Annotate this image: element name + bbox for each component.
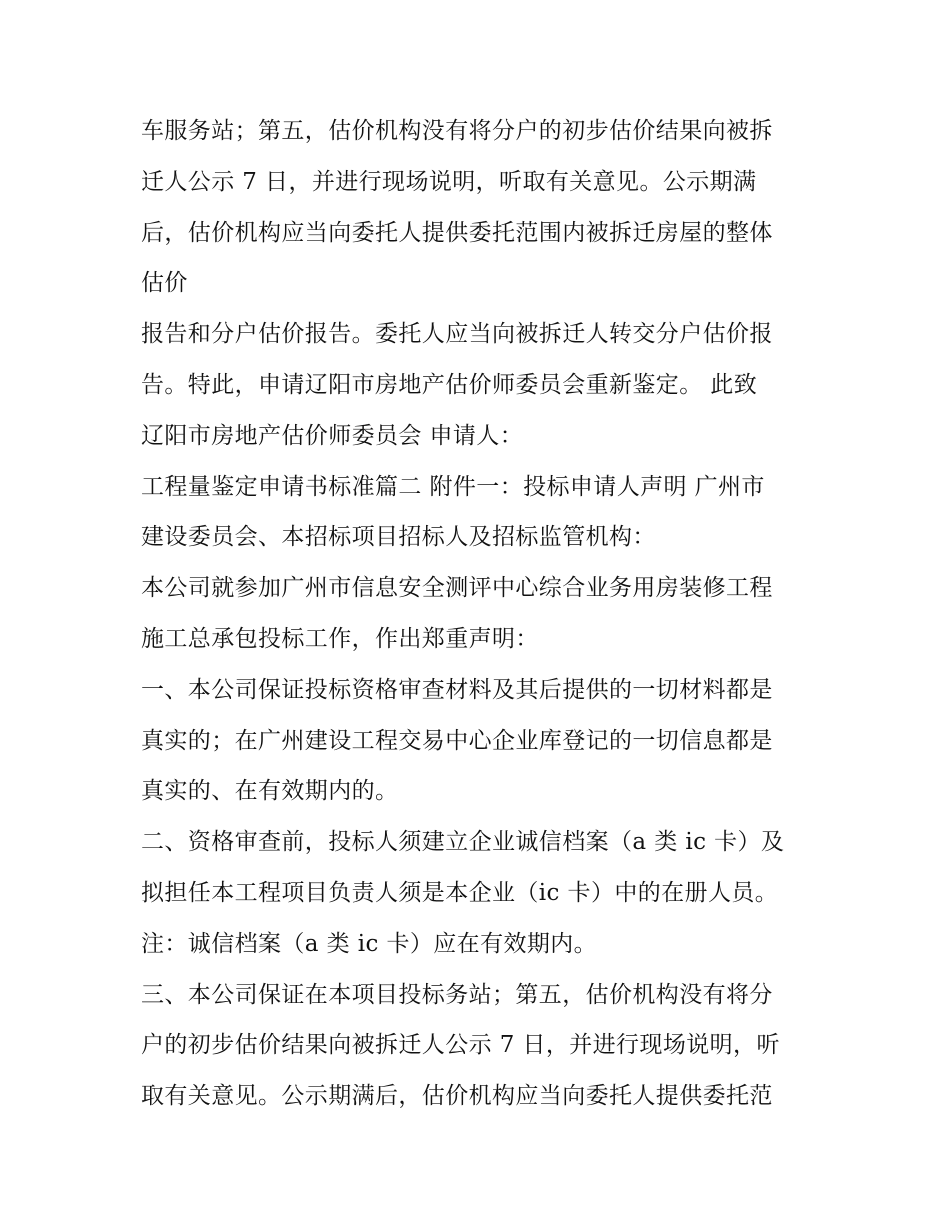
text-line-12: 一、本公司保证投标资格审查材料及其后提供的一切材料都是 (141, 676, 773, 703)
text-line-8: 工程量鉴定申请书标准篇二 附件一：投标申请人声明 广州市 (141, 473, 765, 500)
text-line-20: 取有关意见。公示期满后，估价机构应当向委托人提供委托范 (141, 1083, 773, 1110)
text-line-7: 辽阳市房地产估价师委员会 申请人： (141, 422, 524, 449)
document-body (141, 106, 821, 1122)
text-line-16: 拟担任本工程项目负责人须是本企业（ic 卡）中的在册人员。 (141, 879, 779, 906)
text-line-10: 本公司就参加广州市信息安全测评中心综合业务用房装修工程 (141, 575, 773, 602)
text-line-1: 车服务站；第五，估价机构没有将分户的初步估价结果向被拆 (141, 118, 773, 144)
text-line-19: 户的初步估价结果向被拆迁人公示 7 日，并进行现场说明，听 (141, 1032, 780, 1059)
text-line-15: 二、资格审查前，投标人须建立企业诚信档案（a 类 ic 卡）及 (141, 829, 785, 856)
text-line-18: 三、本公司保证在本项目投标务站；第五，估价机构没有将分 (141, 981, 773, 1008)
text-line-4: 估价 (141, 270, 188, 297)
text-line-11: 施工总承包投标工作，作出郑重声明： (141, 625, 539, 652)
text-line-2: 迁人公示 7 日，并进行现场说明，听取有关意见。公示期满 (141, 168, 757, 195)
text-line-17: 注：诚信档案（a 类 ic 卡）应在有效期内。 (141, 930, 598, 957)
text-line-6: 告。特此，申请辽阳市房地产估价师委员会重新鉴定。 此致 (141, 371, 758, 398)
text-line-9: 建设委员会、本招标项目招标人及招标监管机构： (141, 524, 656, 551)
text-line-3: 后，估价机构应当向委托人提供委托范围内被拆迁房屋的整体 (141, 219, 773, 246)
text-line-13: 真实的；在广州建设工程交易中心企业库登记的一切信息都是 (141, 727, 773, 754)
text-line-14: 真实的、在有效期内的。 (141, 778, 399, 805)
text-line-5: 报告和分户估价报告。委托人应当向被拆迁人转交分户估价报 (141, 321, 773, 348)
